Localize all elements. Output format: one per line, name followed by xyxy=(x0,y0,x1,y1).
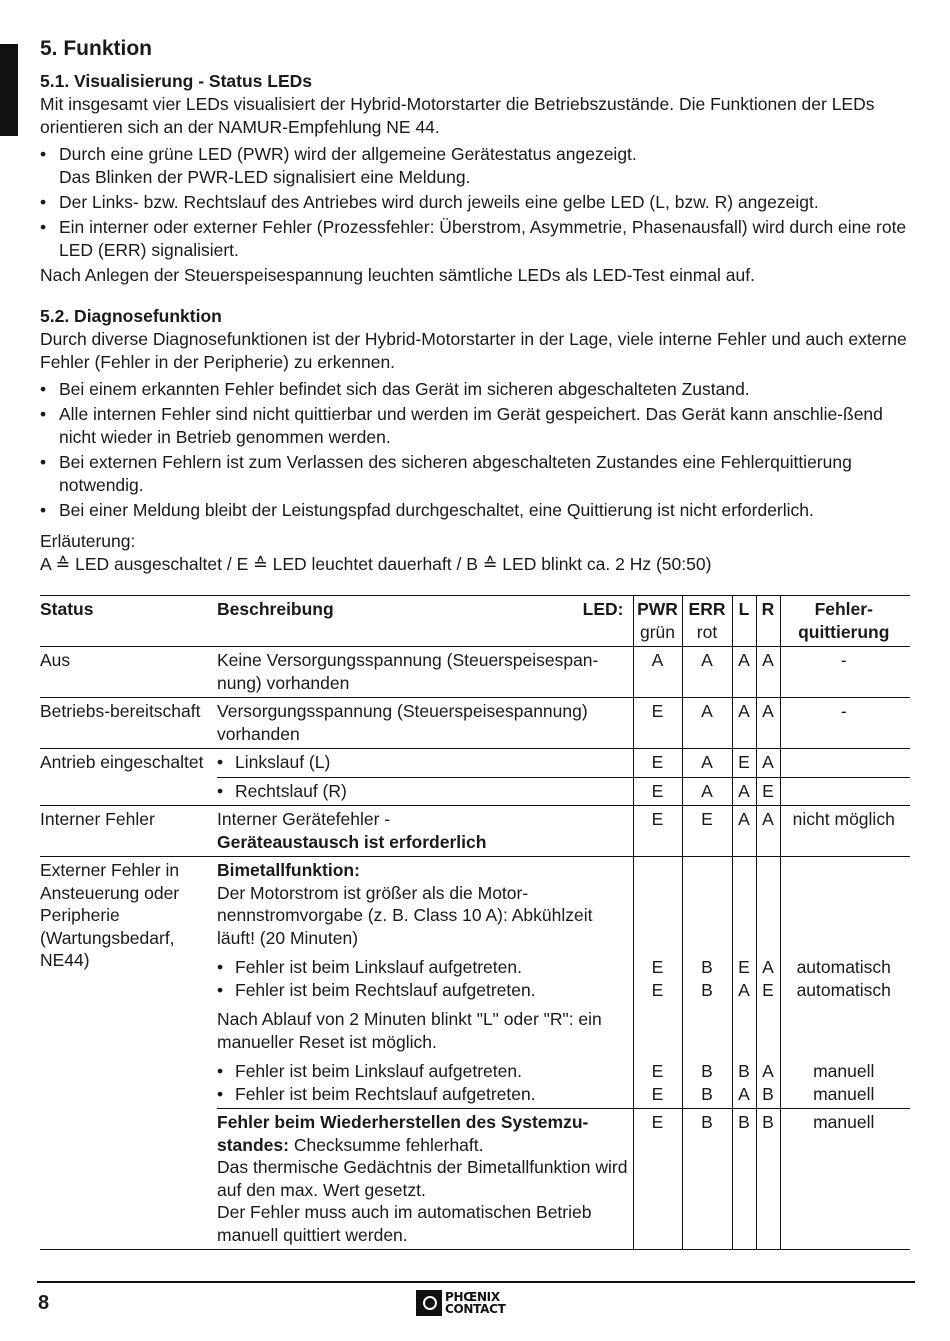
l-cell xyxy=(732,857,756,1109)
status-cell: Interner Fehler xyxy=(40,806,217,857)
subsection-title-2: 5.2. Diagnosefunktion xyxy=(40,306,222,326)
description-cell xyxy=(217,806,633,857)
paragraph: Mit insgesamt vier LEDs visualisiert der Hybrid-Motorstarter die Betriebszustände. Die Funktionen der LEDs orientieren sich an der NAMUR-Empfehlung NE 44. xyxy=(40,94,875,137)
status-cell: Betriebs-bereitschaft xyxy=(40,698,217,749)
logo-line1: PHŒNIX xyxy=(445,1290,500,1304)
table-header-row xyxy=(40,596,910,647)
header-status: Status xyxy=(40,596,217,647)
r-cell: E xyxy=(756,777,780,806)
wieder-title: Fehler beim Wiederherstellen des Systemzu-standes: xyxy=(217,1112,589,1155)
quittierung-value: automatisch xyxy=(796,957,891,977)
err-cell xyxy=(682,857,732,1109)
description-cell: Versorgungsspannung (Steuerspeisespannung) vorhanden xyxy=(217,698,633,749)
led-value: A xyxy=(762,1061,774,1081)
bimetall-title: Bimetallfunktion: xyxy=(217,860,360,880)
quittierung-cell: - xyxy=(780,647,910,698)
quittierung-value: manuell xyxy=(813,1061,875,1081)
logo-line2: CONTACT xyxy=(445,1302,506,1316)
status-led-table xyxy=(40,595,910,1250)
bullet-list xyxy=(40,143,910,262)
bimetall-text: Der Motorstrom ist größer als die Motor-nennstromvorgabe (z. B. Class 10 A): Abkühlzeit läuft! (20 Minuten) xyxy=(217,882,593,948)
header-l xyxy=(732,596,756,647)
list-item: • Der Links- bzw. Rechtslauf des Antriebes wird durch jeweils eine gelbe LED (L, bzw. R) angezeigt. xyxy=(40,191,910,214)
r-cell: A xyxy=(756,806,780,857)
table-row-betriebsbereitschaft xyxy=(40,698,910,749)
led-value: E xyxy=(738,957,750,977)
led-value: B xyxy=(738,1061,750,1081)
quittierung-cell xyxy=(780,749,910,778)
pwr-cell: A xyxy=(633,647,682,698)
reset-note: Nach Ablauf von 2 Minuten blinkt "L" oder "R": ein manueller Reset ist möglich. xyxy=(217,1009,602,1052)
description-cell xyxy=(217,857,633,1109)
header-err-label: ERR xyxy=(688,599,726,619)
l-cell: A xyxy=(732,647,756,698)
description-cell: Keine Versorgungsspannung (Steuerspeisespan-nung) vorhanden xyxy=(217,647,633,698)
header-q-line1: Fehler- xyxy=(814,599,873,619)
legend-text: A ≙ LED ausgeschaltet / E ≙ LED leuchtet dauerhaft / B ≙ LED blinkt ca. 2 Hz (50:50) xyxy=(40,554,712,574)
wieder-text: Checksumme fehlerhaft. xyxy=(288,1134,484,1155)
led-value: E xyxy=(651,1061,664,1081)
pwr-cell: E xyxy=(633,698,682,749)
quittierung-cell: - xyxy=(780,698,910,749)
led-value: E xyxy=(651,957,664,977)
footer-divider xyxy=(37,1281,915,1283)
list-item: • Alle internen Fehler sind nicht quittierbar und werden im Gerät gespeichert. Das Gerät kann anschlie-ßend nicht wieder in Betrieb genommen werden. xyxy=(40,403,910,449)
header-pwr-color: grün xyxy=(639,621,676,642)
quittierung-cell: manuell xyxy=(780,1109,910,1250)
r-cell: A xyxy=(756,698,780,749)
led-value: B xyxy=(701,1061,713,1081)
list-item: • Linkslauf (L) xyxy=(217,751,630,774)
header-led-label: LED: xyxy=(582,599,624,619)
led-value: E xyxy=(651,1083,664,1104)
header-desc-label: Beschreibung xyxy=(217,599,334,619)
list-item: • Fehler ist beim Rechtslauf aufgetreten. xyxy=(217,1083,630,1106)
list-item: • Fehler ist beim Linkslauf aufgetreten. xyxy=(217,1060,630,1083)
l-cell: E xyxy=(732,749,756,778)
pwr-cell: E xyxy=(633,806,682,857)
description-line-bold: Geräteaustausch ist erforderlich xyxy=(217,831,487,852)
err-cell: A xyxy=(682,777,732,806)
err-cell: A xyxy=(682,647,732,698)
header-quittierung xyxy=(780,596,910,647)
list-item: • Bei einer Meldung bleibt der Leistungspfad durchgeschaltet, eine Quittierung ist nicht erforderlich. xyxy=(40,499,910,522)
legend-title: Erläuterung: xyxy=(40,531,136,551)
pwr-cell: E xyxy=(633,749,682,778)
header-err xyxy=(682,596,732,647)
header-r xyxy=(756,596,780,647)
quittierung-cell xyxy=(780,857,910,1109)
err-cell: B xyxy=(682,1109,732,1250)
led-value: A xyxy=(738,1083,750,1104)
bullet-list xyxy=(40,378,910,522)
l-cell: A xyxy=(732,806,756,857)
status-cell: Antrieb eingeschaltet xyxy=(40,749,217,806)
paragraph: Durch diverse Diagnosefunktionen ist der Hybrid-Motorstarter in der Lage, viele interne Fehler und auch externe Fehler (Fehler in der Peripherie) zu erkennen. xyxy=(40,329,907,372)
quittierung-value: manuell xyxy=(813,1083,875,1104)
pwr-cell: E xyxy=(633,1109,682,1250)
description-cell xyxy=(217,777,633,806)
pwr-cell: E xyxy=(633,777,682,806)
r-cell: A xyxy=(756,749,780,778)
led-value: B xyxy=(701,957,713,977)
l-cell: B xyxy=(732,1109,756,1250)
header-l-label: L xyxy=(738,599,750,619)
list-item: • Bei externen Fehlern ist zum Verlassen des sicheren abgeschalteten Zustandes eine Fehlerquittierung notwendig. xyxy=(40,451,910,497)
led-value: B xyxy=(701,1083,713,1104)
list-item: • Fehler ist beim Linkslauf aufgetreten. xyxy=(217,956,630,979)
status-cell: Externer Fehler in Ansteuerung oder Peripherie (Wartungsbedarf, NE44) xyxy=(40,857,217,1250)
description-line: Interner Gerätefehler - xyxy=(217,809,391,829)
status-cell: Aus xyxy=(40,647,217,698)
header-err-color: rot xyxy=(696,621,718,642)
r-cell: B xyxy=(756,1109,780,1250)
quittierung-value: automatisch xyxy=(796,979,891,1000)
document-body xyxy=(40,36,910,576)
list-item: • Bei einem erkannten Fehler befindet sich das Gerät im sicheren abgeschalteten Zustand. xyxy=(40,378,910,401)
wieder-more: Das thermische Gedächtnis der Bimetallfunktion wird auf den max. Wert gesetzt. Der Fehler muss auch im automatischen Betrieb manuell quittiert werden. xyxy=(217,1157,628,1245)
header-pwr-label: PWR xyxy=(637,599,678,619)
logo-icon xyxy=(416,1290,442,1316)
led-value: E xyxy=(651,979,664,1000)
led-value: E xyxy=(762,979,774,1000)
pwr-cell xyxy=(633,857,682,1109)
table-row-externer-fehler xyxy=(40,857,910,1109)
l-cell: A xyxy=(732,698,756,749)
description-cell xyxy=(217,1109,633,1250)
phoenix-contact-logo xyxy=(416,1290,505,1316)
table-row-aus xyxy=(40,647,910,698)
err-cell: A xyxy=(682,749,732,778)
list-item: • Durch eine grüne LED (PWR) wird der allgemeine Gerätestatus angezeigt. Das Blinken der PWR-LED signalisiert eine Meldung. xyxy=(40,143,910,189)
section-title: 5. Funktion xyxy=(40,37,152,60)
section-tab-marker xyxy=(0,44,18,136)
paragraph: Nach Anlegen der Steuerspeisespannung leuchten sämtliche LEDs als LED-Test einmal auf. xyxy=(40,265,755,285)
r-cell xyxy=(756,857,780,1109)
list-item: • Ein interner oder externer Fehler (Prozessfehler: Überstrom, Asymmetrie, Phasenausfall) wird durch eine rote LED (ERR) signalisiert. xyxy=(40,216,910,262)
quittierung-cell: nicht möglich xyxy=(780,806,910,857)
list-item: • Fehler ist beim Rechtslauf aufgetreten. xyxy=(217,979,630,1002)
r-cell: A xyxy=(756,647,780,698)
list-item: • Rechtslauf (R) xyxy=(217,780,630,803)
led-value: A xyxy=(738,979,750,1000)
page-number: 8 xyxy=(38,1292,50,1314)
description-cell xyxy=(217,749,633,778)
header-description xyxy=(217,596,633,647)
l-cell: A xyxy=(732,777,756,806)
led-value: A xyxy=(762,957,774,977)
err-cell: A xyxy=(682,698,732,749)
logo-text xyxy=(445,1291,505,1315)
table-row-interner-fehler xyxy=(40,806,910,857)
table-row-antrieb-links xyxy=(40,749,910,778)
led-value: B xyxy=(701,979,713,1000)
header-pwr xyxy=(633,596,682,647)
quittierung-cell xyxy=(780,777,910,806)
err-cell: E xyxy=(682,806,732,857)
subsection-title-1: 5.1. Visualisierung - Status LEDs xyxy=(40,71,312,91)
header-r-label: R xyxy=(761,599,775,619)
header-q-line2: quittierung xyxy=(798,621,890,642)
led-value: B xyxy=(762,1083,774,1104)
